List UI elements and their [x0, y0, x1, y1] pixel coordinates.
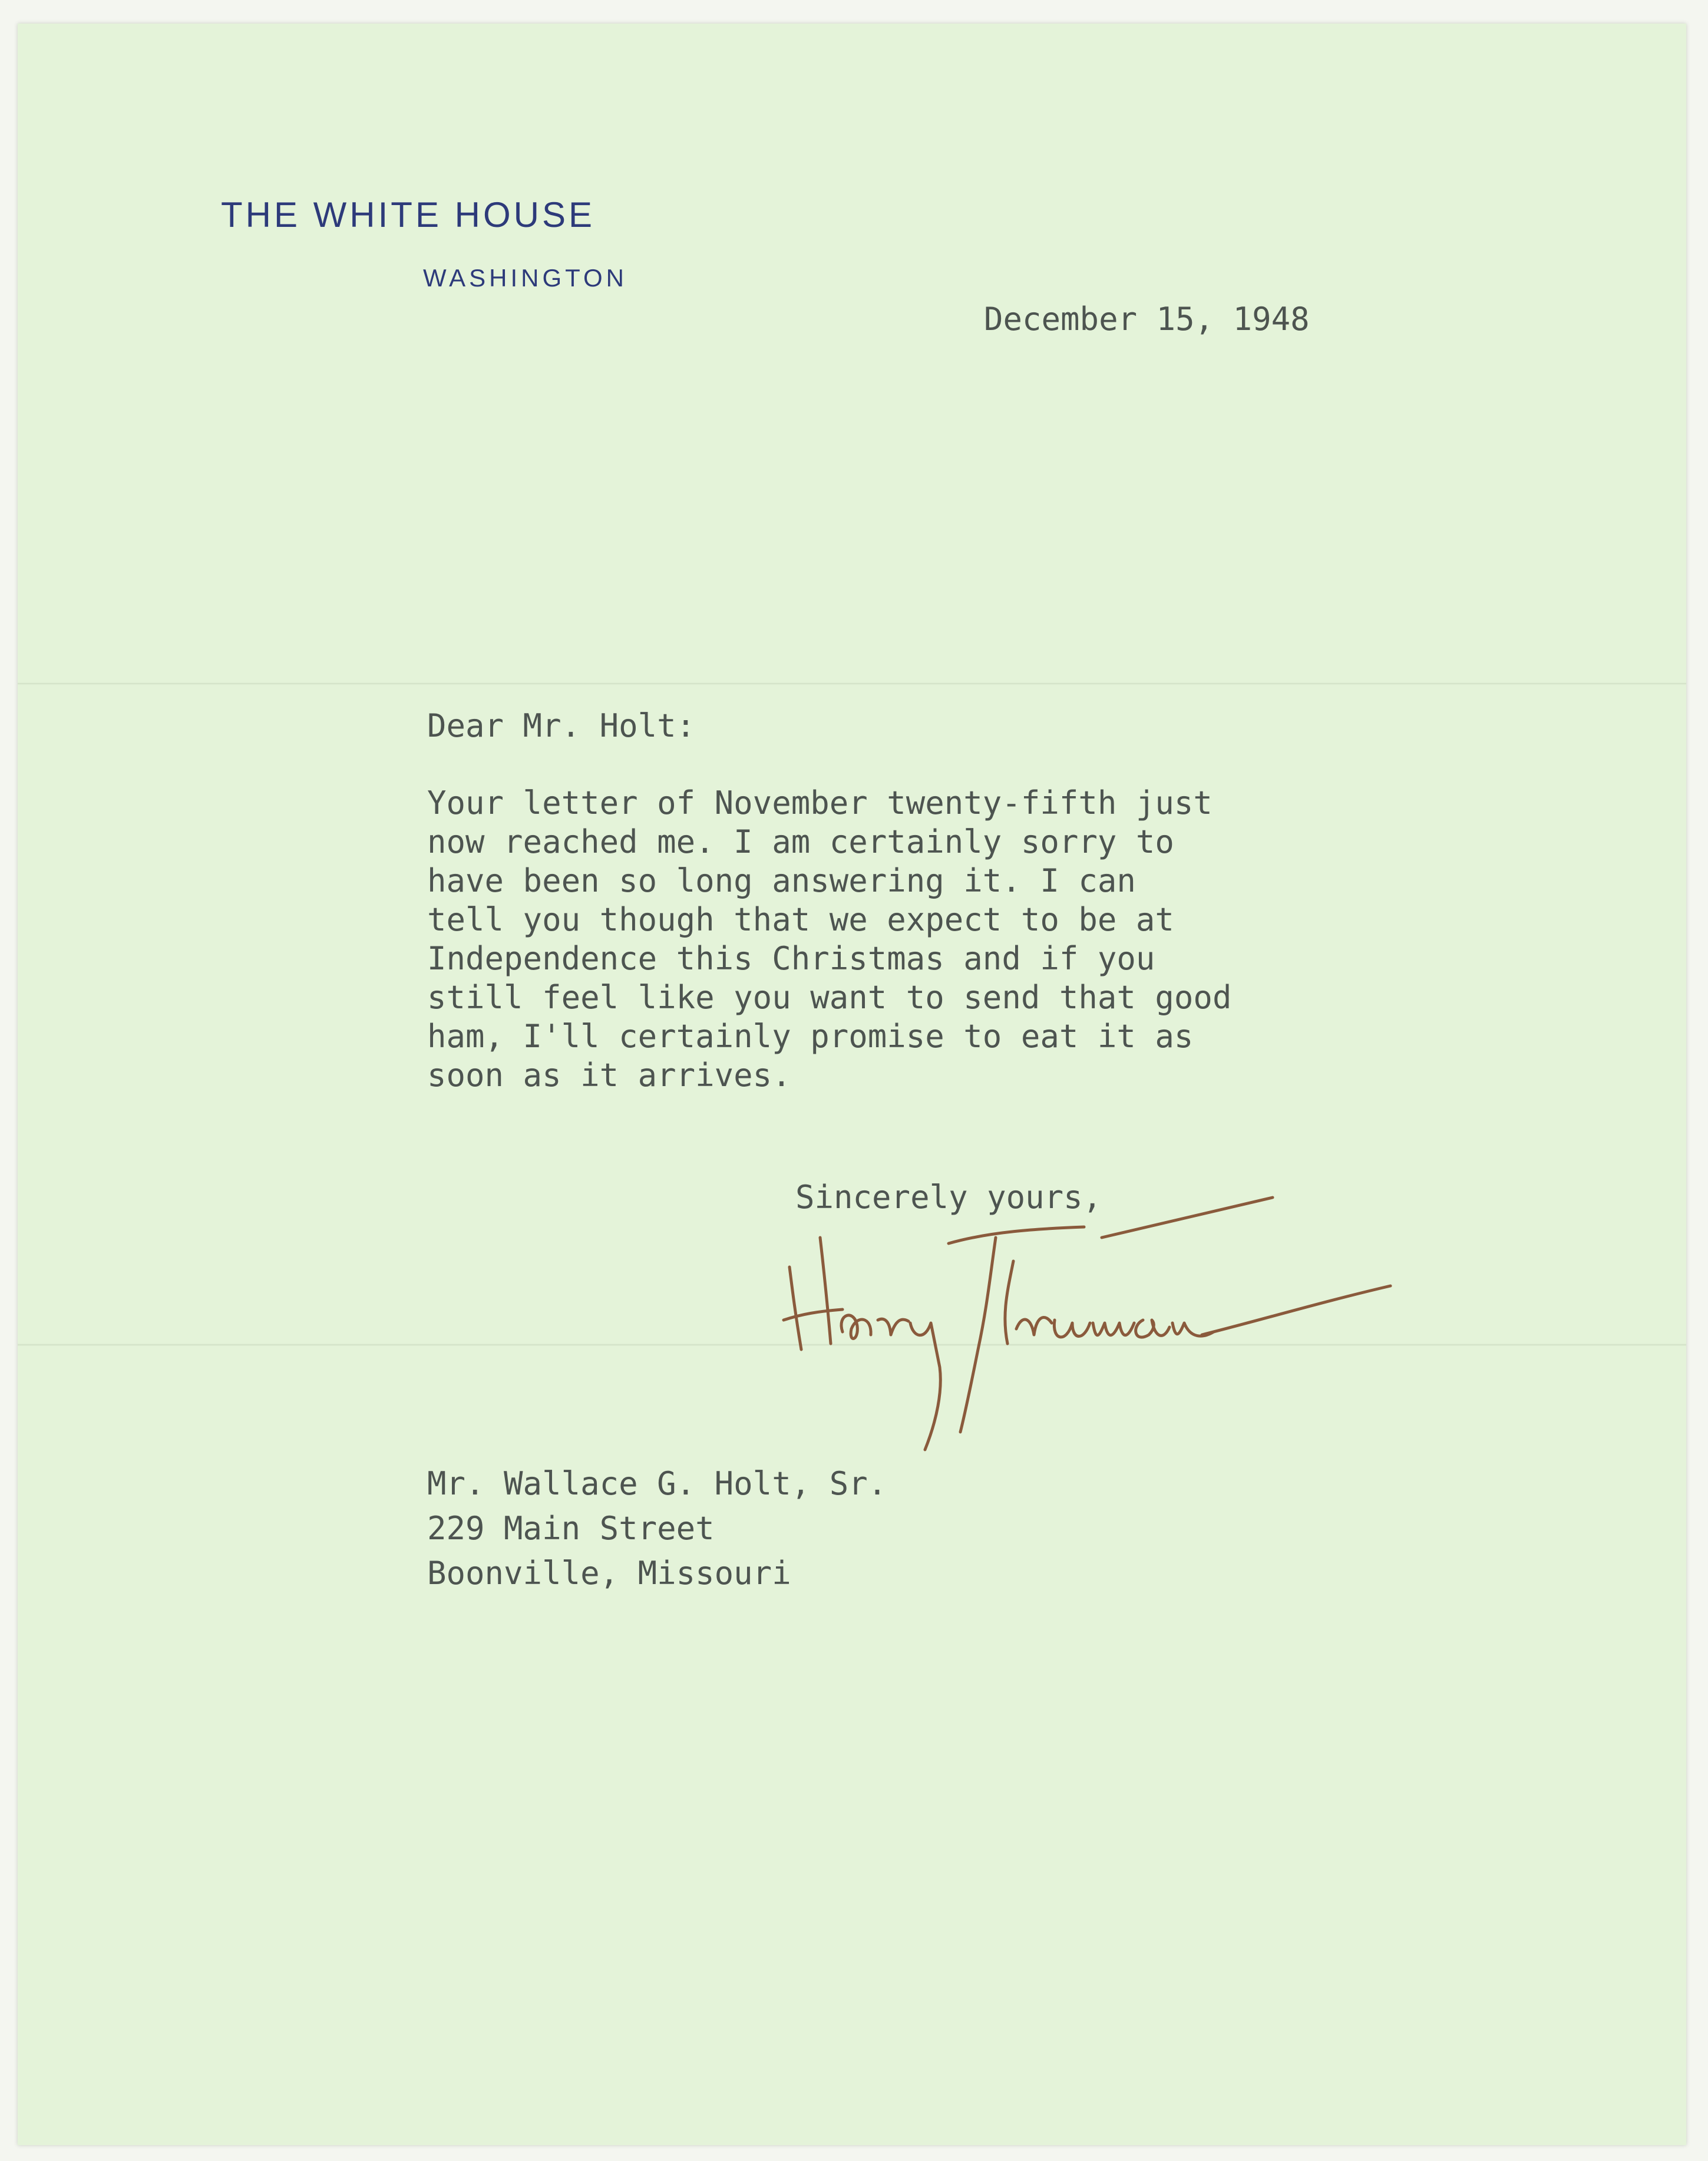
- address-line: 229 Main Street: [427, 1510, 715, 1547]
- letter-date: December 15, 1948: [984, 301, 1310, 338]
- address-line: Mr. Wallace G. Holt, Sr.: [427, 1465, 887, 1502]
- body-line: now reached me. I am certainly sorry to: [427, 823, 1174, 860]
- body-line: Your letter of November twenty-fifth just: [427, 784, 1213, 821]
- salutation: Dear Mr. Holt:: [427, 707, 696, 744]
- body-line: ham, I'll certainly promise to eat it as: [427, 1018, 1194, 1055]
- letter-body: [427, 784, 1231, 1095]
- letter-sheet: [18, 24, 1686, 2145]
- body-line: have been so long answering it. I can: [427, 862, 1136, 899]
- handwritten-signature: [754, 1173, 1461, 1503]
- body-line: Independence this Christmas and if you: [427, 940, 1155, 977]
- recipient-address: [427, 1461, 887, 1596]
- body-line: tell you though that we expect to be at: [427, 901, 1174, 938]
- body-line: soon as it arrives.: [427, 1057, 791, 1094]
- letterhead-subtitle: WASHINGTON: [423, 264, 628, 292]
- address-line: Boonville, Missouri: [427, 1555, 791, 1592]
- letterhead-title: THE WHITE HOUSE: [221, 195, 596, 235]
- closing: Sincerely yours,: [795, 1179, 1102, 1216]
- body-line: still feel like you want to send that good: [427, 979, 1232, 1016]
- fold-crease-upper: [18, 682, 1686, 685]
